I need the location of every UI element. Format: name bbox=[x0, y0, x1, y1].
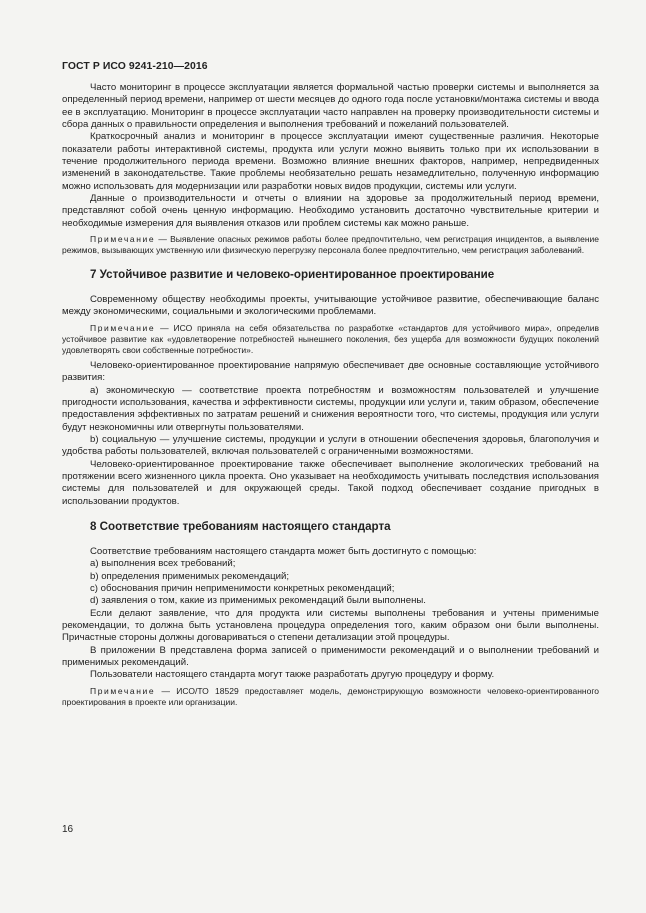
list-item: d) заявления о том, какие из применимых рекомендаций были выполнены. bbox=[90, 595, 426, 607]
note-text: — Выявление опасных режимов работы более предпочтительно, чем регистрация инцидентов, а выявление режимов, вызывающих умственную или физическую перегрузку персонала более предпочтительно, чем регистрация заболеваний. bbox=[62, 234, 599, 256]
paragraph: Соответствие требованиям настоящего стандарта может быть достигнуто с помощью: bbox=[90, 545, 477, 557]
list-item: c) обоснования причин неприменимости конкретных рекомендаций; bbox=[90, 582, 395, 594]
list-item: a) экономическую — соответствие проекта потребностям и возможностям пользователей и улучшение пригодности использования, качества и эффективности системы, продукции или услуги и, таким образом, обеспечение предоставления эффективных по затратам решений и снижения вероятности того, что системы, продукция или услуги будут неэкономичны или отвергнуты пользователями. bbox=[62, 384, 599, 433]
paragraph: В приложении В представлена форма записей о применимости рекомендаций и о выполнении требований и применимых рекомендаций. bbox=[62, 644, 599, 669]
document-header: ГОСТ Р ИСО 9241-210—2016 bbox=[62, 61, 208, 72]
note bbox=[62, 234, 599, 256]
note-text: — ИСО/ТО 18529 предоставляет модель, демонстрирующую возможности человеко-ориентированного проектирования в проекте или организации. bbox=[62, 685, 599, 707]
list-item: b) социальную — улучшение системы, продукции и услуги в отношении обеспечения здоровья, благополучия и удобства работы пользователей, включая пользователей с ограниченными возможностями. bbox=[62, 433, 599, 458]
list-item: a) выполнения всех требований; bbox=[90, 558, 236, 570]
paragraph: Часто мониторинг в процессе эксплуатации является формальной частью проверки системы и выполняется за определенный период времени, например от шести месяцев до одного года после установки/монтажа системы и ввода ее в эксплуатацию. Мониторинг в процессе эксплуатации часто направлен на проверку производительности системы и сбора данных о правильности определения и выполнения требований и пожеланий пользователей. bbox=[62, 82, 599, 131]
note-text: — ИСО приняла на себя обязательства по разработке «стандартов для устойчивого мира», определив устойчивое развитие как «удовлетворение потребностей нынешнего поколения, без ущерба для возможности будущих поколений удовлетворять свои собственные потребности». bbox=[62, 322, 599, 355]
note bbox=[62, 686, 599, 708]
paragraph: Современному обществу необходимы проекты, учитывающие устойчивое развитие, обеспечивающие баланс между экономическими, социальными и экологическими проблемами. bbox=[62, 294, 599, 318]
page-number: 16 bbox=[62, 824, 74, 835]
note-label: Примечание bbox=[90, 322, 156, 333]
section-heading-8: 8 Соответствие требованиям настоящего стандарта bbox=[90, 519, 391, 533]
note bbox=[62, 323, 599, 356]
section-heading-7: 7 Устойчивое развитие и человеко-ориентированное проектирование bbox=[90, 268, 495, 282]
list-item: b) определения применимых рекомендаций; bbox=[90, 570, 290, 582]
paragraph: Человеко-ориентированное проектирование также обеспечивает выполнение экологических требований на протяжении всего жизненного цикла проекта. Оно указывает на необходимость учитывать последствия использования системы для пользователей и для окружающей среды. Такой подход обеспечивает создание пригодных в использовании продуктов. bbox=[62, 458, 599, 507]
paragraph: Краткосрочный анализ и мониторинг в процессе эксплуатации имеют существенные различия. Некоторые показатели работы интерактивной системы, продукта или услуги можно выявить только при их использовании в течение продолжительного периода времени. Возможно влияние внешних факторов, например, непредвиденных изменений в законодательстве. Такие проблемы необязательно решать незамедлительно, полученную информацию можно использовать для модернизации или разработки новых видов продукции, системы или услуги. bbox=[62, 131, 599, 192]
page-content bbox=[62, 82, 599, 712]
paragraph: Если делают заявление, что для продукта или системы выполнены требования и учтены применимые рекомендации, то должна быть установлена процедура определения того, каким образом они были выполнены. Причастные стороны должны договариваться о степени детализации этой процедуры. bbox=[62, 607, 599, 644]
note-label: Примечание bbox=[90, 234, 156, 245]
paragraph: Пользователи настоящего стандарта могут также разработать другую процедуру и форму. bbox=[90, 669, 495, 681]
paragraph: Данные о производительности и отчеты о влиянии на здоровье за продолжительный период времени, представляют собой очень ценную информацию. Необходимо установить достаточно чувствительные критерии и необходимые измерения для выявления отказов или проблем системы как можно раньше. bbox=[62, 193, 599, 229]
paragraph: Человеко-ориентированное проектирование напрямую обеспечивает две основные составляющие устойчивого развития: bbox=[62, 359, 599, 384]
note-label: Примечание bbox=[90, 685, 156, 696]
